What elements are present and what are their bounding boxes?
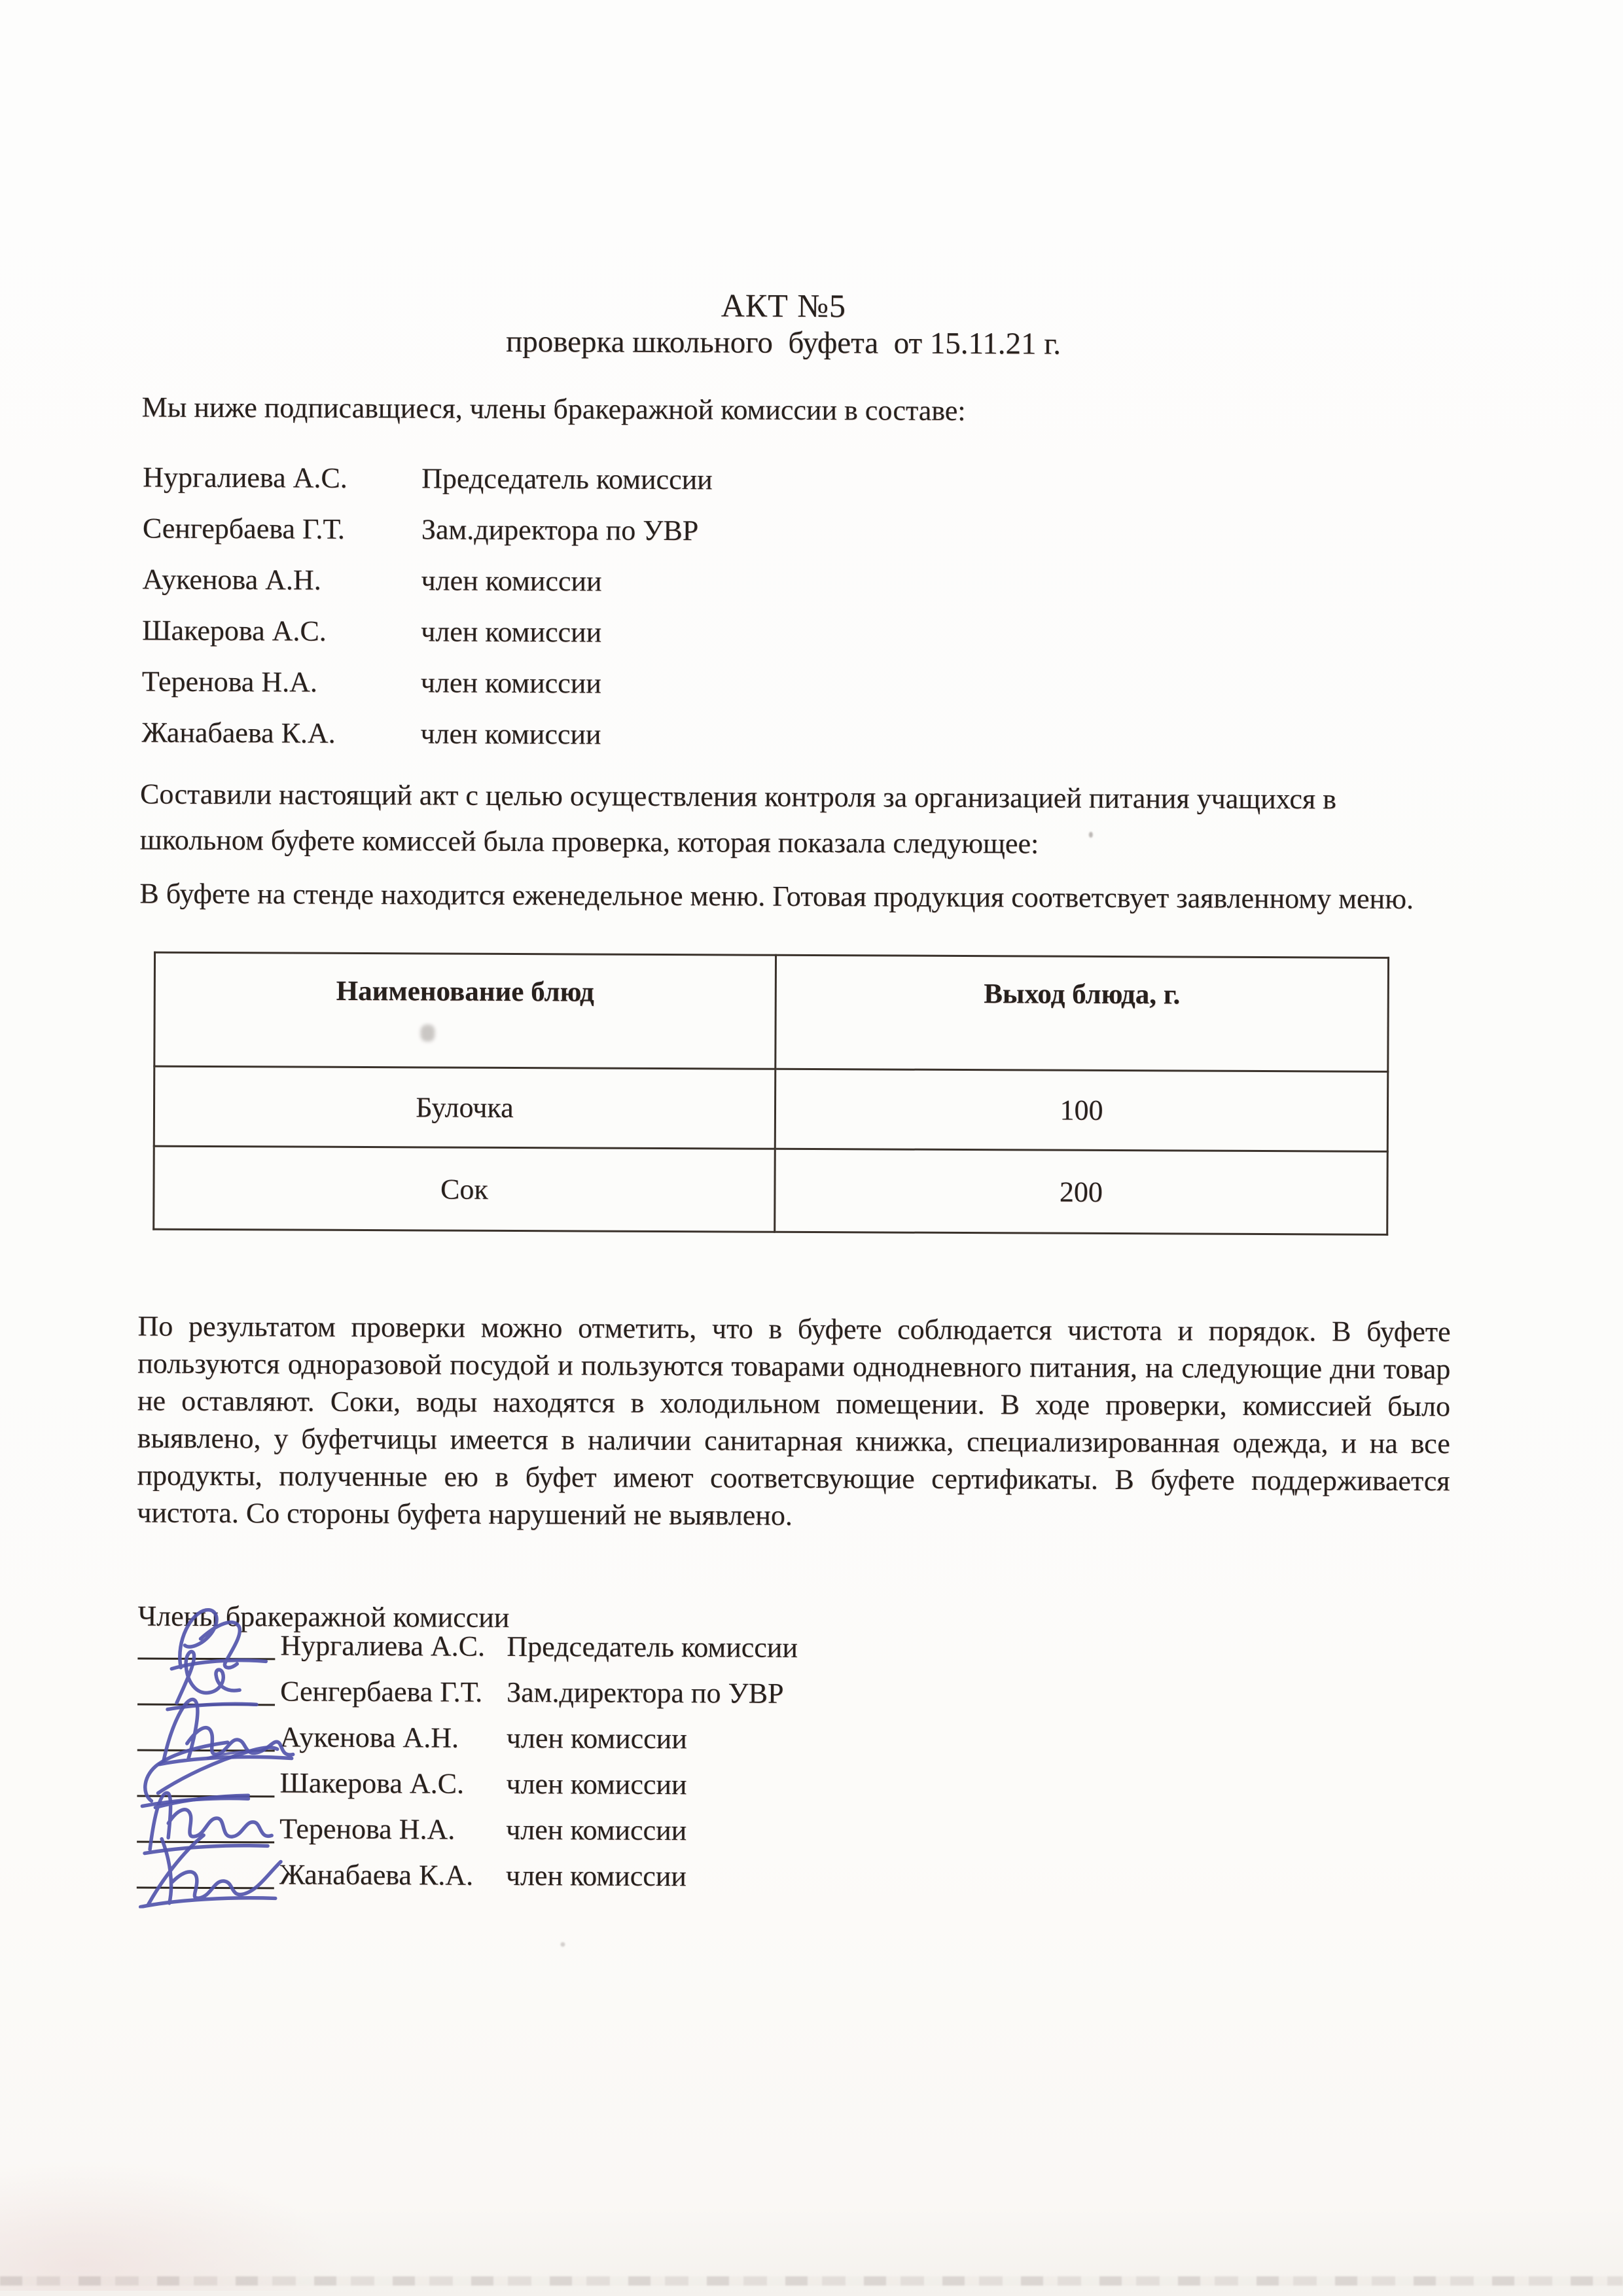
conclusion-paragraph: По результатом проверки можно отметить, что в буфете соблюдается чистота и порядок. В буфете пользуются одноразовой посудой и пользуются товарами однодневного питания, на следующие дни товар не оставляют. Соки, воды находятся в холодильном помещении. В ходе проверки, комиссией было выявлено, у буфетчицы имеется в наличии санитарная книжка, специализированная одежда, и на все продукты, полученные ею в буфет имеют соответсвующие сертификаты. В буфете поддерживается чистота. Со стороны буфета нарушений не выявлено. bbox=[137, 1310, 1451, 1532]
scan-edge bbox=[0, 2276, 1623, 2286]
dishes-table bbox=[152, 952, 1389, 1236]
document-title: АКТ №5 bbox=[721, 287, 847, 325]
signature-name: Сенгербаева Г.Т. bbox=[280, 1675, 483, 1708]
intro-paragraph: Мы ниже подписавщиеся, члены бракеражной комиссии в составе: bbox=[141, 391, 966, 427]
signature-row bbox=[137, 1797, 1282, 1848]
member-role: член комиссии bbox=[421, 564, 602, 598]
member-name: Нургалиева А.С. bbox=[143, 461, 348, 494]
table-header-dish-name: Наименование блюд bbox=[154, 952, 776, 1069]
signature-name: Жанабаева К.А. bbox=[279, 1858, 474, 1892]
member-name: Жанабаева К.А. bbox=[141, 716, 336, 749]
commission-members-list bbox=[141, 462, 1059, 772]
scan-artifact bbox=[0, 2160, 340, 2291]
signatures-heading: Члены бракеражной комиссии bbox=[137, 1600, 510, 1634]
purpose-paragraph: Составили настоящий акт с целью осуществления контроля за организацией питания учащихся в школьном буфете комиссей была проверка, которая показала следующее: bbox=[139, 778, 1337, 860]
member-name: Шакерова А.С. bbox=[142, 614, 327, 647]
member-name: Теренова Н.А. bbox=[141, 665, 318, 698]
signature-name: Аукенова А.Н. bbox=[279, 1721, 459, 1754]
signature-role: член комиссии bbox=[506, 1767, 687, 1801]
scan-artifact bbox=[420, 1024, 435, 1041]
signature-name: Нургалиева А.С. bbox=[280, 1629, 486, 1662]
signature-row bbox=[137, 1843, 1282, 1894]
document-subtitle: проверка школьного буфета от 15.11.21 г. bbox=[506, 324, 1061, 361]
member-row bbox=[143, 462, 1059, 517]
member-role: член комиссии bbox=[420, 666, 601, 700]
scan-artifact bbox=[560, 1942, 565, 1946]
member-row bbox=[141, 717, 1058, 772]
signature-row bbox=[137, 1614, 1283, 1665]
table-row bbox=[154, 1066, 1388, 1151]
signature-role: член комиссии bbox=[506, 1721, 687, 1755]
signature-role: член комиссии bbox=[505, 1859, 687, 1893]
table-cell-dish: Булочка bbox=[154, 1066, 776, 1149]
signature-line bbox=[137, 1743, 275, 1752]
signature-line bbox=[137, 1835, 274, 1844]
table-cell-dish: Сок bbox=[154, 1146, 776, 1232]
member-row bbox=[142, 564, 1058, 619]
scan-artifact bbox=[1089, 832, 1093, 838]
table-cell-output: 200 bbox=[775, 1149, 1388, 1234]
signature-role: член комиссии bbox=[506, 1813, 687, 1847]
table-row bbox=[154, 1146, 1388, 1234]
signature-line bbox=[137, 1697, 275, 1706]
signature-line bbox=[137, 1651, 275, 1660]
member-role: Председатель комиссии bbox=[421, 462, 713, 496]
signature-line bbox=[137, 1880, 274, 1890]
member-role: член комиссии bbox=[420, 717, 601, 751]
member-row bbox=[143, 513, 1059, 568]
member-role: член комиссии bbox=[421, 615, 602, 649]
signature-name: Теренова Н.А. bbox=[279, 1812, 455, 1846]
signature-row bbox=[137, 1660, 1283, 1711]
table-header-dish-output: Выход блюда, г. bbox=[776, 955, 1389, 1071]
signature-row bbox=[137, 1751, 1282, 1803]
signature-role: Председатель комиссии bbox=[507, 1630, 798, 1664]
member-name: Аукенова А.Н. bbox=[142, 563, 321, 596]
table-header-row bbox=[154, 952, 1389, 1071]
member-role: Зам.директора по УВР bbox=[421, 513, 699, 547]
menu-paragraph: В буфете на стенде находится еженедельное меню. Готовая продукция соответсвует заявленному меню. bbox=[139, 877, 1414, 916]
member-row bbox=[142, 615, 1058, 670]
signatures-block bbox=[137, 1614, 1283, 1894]
signature-role: Зам.директора по УВР bbox=[507, 1676, 784, 1710]
member-row bbox=[142, 666, 1058, 721]
signature-name: Шакерова А.С. bbox=[279, 1767, 465, 1800]
table-cell-output: 100 bbox=[775, 1069, 1388, 1151]
signature-line bbox=[137, 1789, 274, 1798]
member-name: Сенгербаева Г.Т. bbox=[142, 512, 346, 545]
signature-row bbox=[137, 1706, 1283, 1757]
